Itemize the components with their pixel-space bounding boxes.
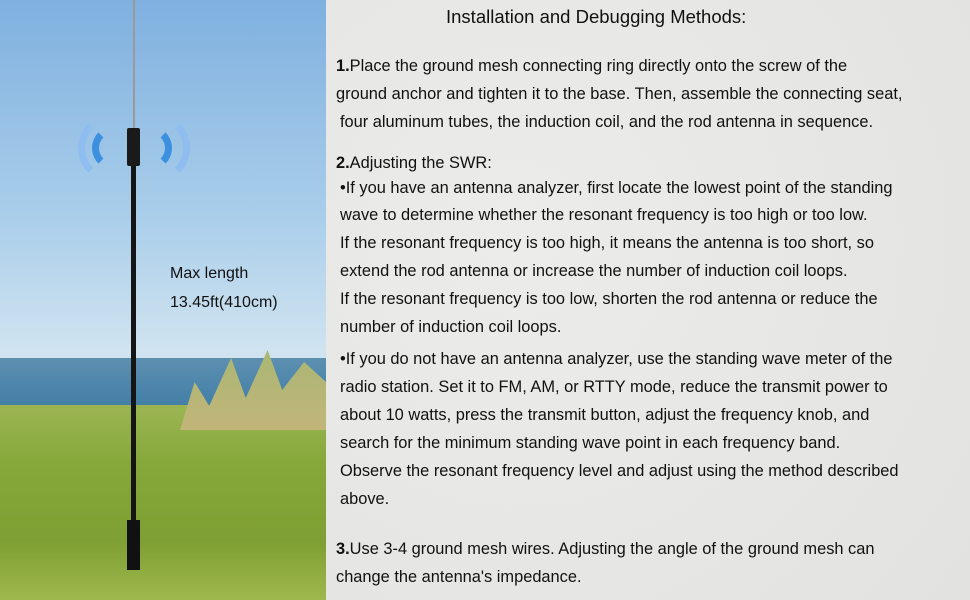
instruction-text: •If you do not have an antenna analyzer, use the standing wave meter of the [340,350,893,368]
instruction-line [340,234,874,253]
instruction-text: number of induction coil loops. [340,318,562,336]
instruction-line [336,540,874,559]
instruction-line [340,318,561,337]
instruction-text: wave to determine whether the resonant frequency is too high or too low. [340,206,868,224]
instruction-text: •If you have an antenna analyzer, first locate the lowest point of the standing [340,179,893,197]
instruction-line [340,179,892,198]
instruction-text: If the resonant frequency is too low, shorten the rod antenna or reduce the [340,290,878,308]
instruction-line [340,113,873,132]
instruction-line [336,57,847,76]
instruction-text: about 10 watts, press the transmit button, adjust the frequency knob, and [340,406,870,424]
instruction-text: If the resonant frequency is too high, it means the antenna is too short, so [340,234,874,252]
antenna-mast [131,130,136,570]
instruction-text: Place the ground mesh connecting ring directly onto the screw of the [349,57,848,75]
signal-wave-icon [128,126,172,170]
antenna-base [127,520,140,570]
instruction-text: extend the rod antenna or increase the number of induction coil loops. [340,262,848,280]
section-number: 1. [336,57,350,75]
section-number: 2. [336,154,350,172]
instruction-text: search for the minimum standing wave point in each frequency band. [340,434,841,452]
instructions-panel [326,0,970,600]
instruction-line [340,462,899,481]
instruction-text: Observe the resonant frequency level and adjust using the method described [340,462,899,480]
instruction-line [336,154,492,173]
instruction-text: above. [340,490,390,508]
max-length-value: 13.45ft(410cm) [170,294,278,311]
instruction-line [340,490,389,509]
instruction-text: ground anchor and tighten it to the base. Then, assemble the connecting seat, [336,85,903,103]
instructions-title: Installation and Debugging Methods: [446,6,747,27]
section-number: 3. [336,540,350,558]
instruction-line [340,406,869,425]
instruction-line [336,85,902,104]
instruction-text: change the antenna's impedance. [336,568,582,586]
instruction-line [336,568,582,587]
antenna-photo [0,0,326,600]
whip-antenna [133,0,135,132]
instruction-text: Adjusting the SWR: [349,154,492,172]
instruction-line [340,290,878,309]
grass [0,405,326,600]
instruction-line [340,206,868,225]
instruction-line [340,378,888,397]
instruction-text: Use 3-4 ground mesh wires. Adjusting the angle of the ground mesh can [349,540,875,558]
max-length-label: Max length [170,265,249,282]
instruction-line [340,262,848,281]
instruction-text: radio station. Set it to FM, AM, or RTTY mode, reduce the transmit power to [340,378,888,396]
instruction-line [340,350,892,369]
instruction-line [340,434,840,453]
instruction-text: four aluminum tubes, the induction coil, and the rod antenna in sequence. [340,113,874,131]
